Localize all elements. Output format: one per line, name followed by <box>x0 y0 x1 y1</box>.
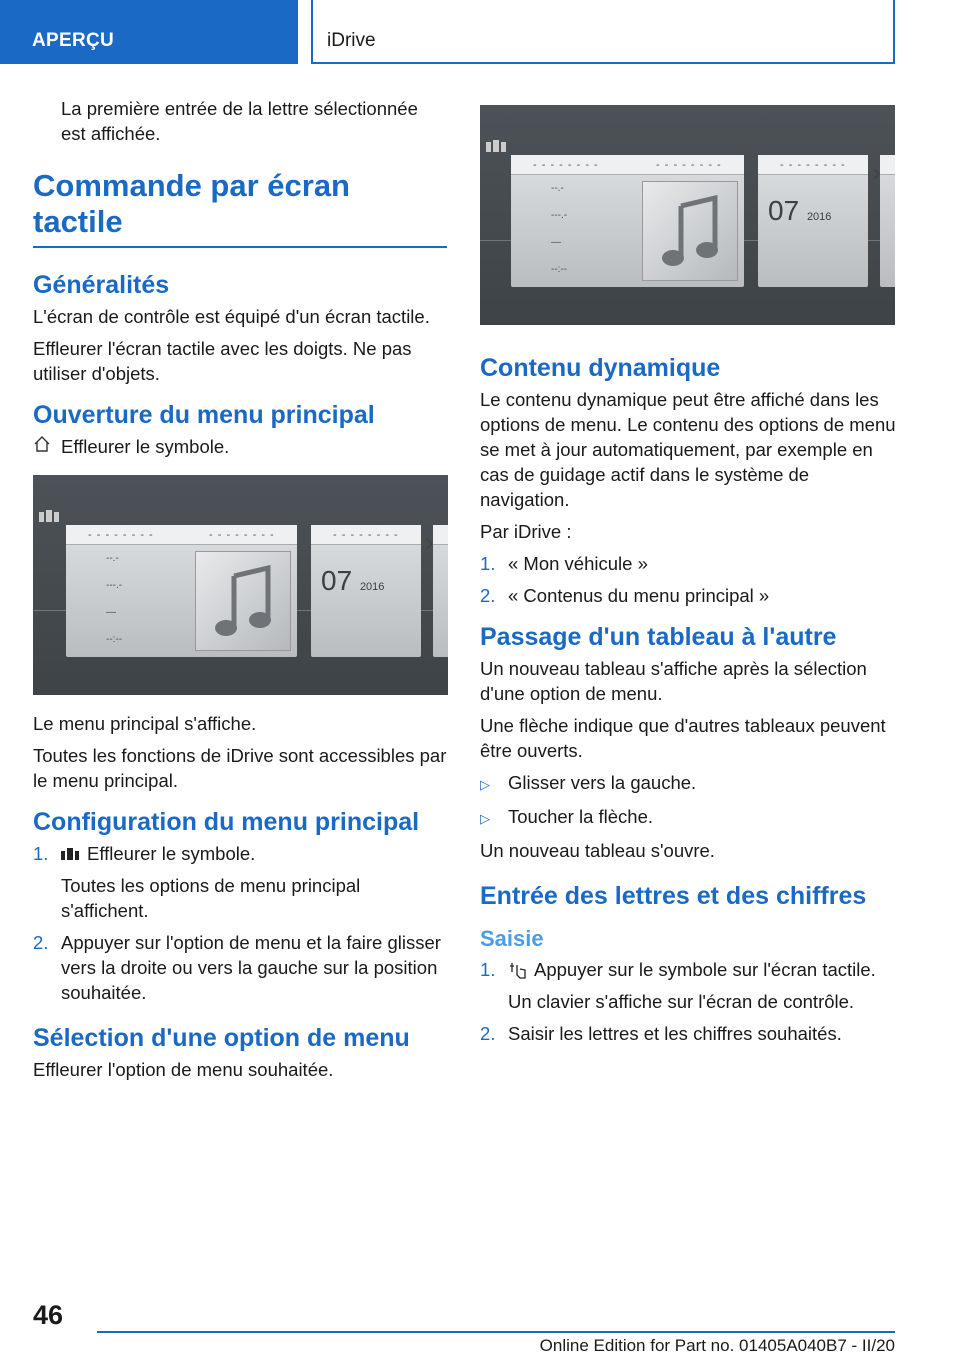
heading-ouverture: Ouverture du menu principal <box>33 401 375 429</box>
chapter-label: iDrive <box>327 30 376 51</box>
saisie-step-1-sub: Un clavier s'affiche sur l'écran de contrôle. <box>508 991 855 1012</box>
dynamic-content-screenshot <box>480 105 895 325</box>
passage-p3: Un nouveau tableau s'ouvre. <box>480 840 715 861</box>
card-calendar: - - - - - - - - 07 2016 <box>311 525 421 657</box>
passage-p1: Un nouveau tableau s'affiche après la sélection d'une option de menu. <box>480 658 867 704</box>
right-column <box>480 105 896 1053</box>
menu-config-icon <box>486 139 508 153</box>
footer-edition: Online Edition for Part no. 01405A040B7 - II/20 <box>539 1336 895 1355</box>
section-tab <box>0 0 298 64</box>
config-step-1: 1. Effleurer le symbole. <box>33 843 256 864</box>
card-media: - - - - - - - - <box>634 155 744 287</box>
home-icon <box>33 434 61 459</box>
heading-selection: Sélection d'une option de menu <box>33 1024 410 1052</box>
chevron-right-icon[interactable]: › <box>872 157 881 187</box>
ouverture-after2: Toutes les fonctions de iDrive sont accessibles par le menu principal. <box>33 745 447 791</box>
menu-config-icon <box>39 509 61 523</box>
selection-p1: Effleurer l'option de menu souhaitée. <box>33 1059 334 1080</box>
card-partial <box>433 525 448 657</box>
chapter-box <box>311 0 895 64</box>
saisie-step-1: 1. Appuyer sur le symbole sur l'écran tactile. <box>480 959 876 980</box>
contenu-item-2: 2. « Contenus du menu principal » <box>480 585 770 606</box>
config-step-2: 2. Appuyer sur l'option de menu et la faire glisser vers la droite ou vers la gauche sur la position souhaitée. <box>33 932 441 1003</box>
heading-configuration: Configuration du menu principal <box>33 808 420 836</box>
main-menu-screenshot <box>33 475 448 695</box>
heading-passage: Passage d'un tableau à l'autre <box>480 623 837 651</box>
contenu-p2: Par iDrive : <box>480 521 572 542</box>
contenu-item-1: 1. « Mon véhicule » <box>480 553 648 574</box>
config-step-1-sub: Toutes les options de menu principal s'affichent. <box>61 875 361 921</box>
card-partial <box>880 155 895 287</box>
heading-entree: Entrée des lettres et des chiffres <box>480 882 867 910</box>
saisie-step-2: 2. Saisir les lettres et les chiffres souhaités. <box>480 1023 842 1044</box>
contenu-p1: Le contenu dynamique peut être affiché dans les options de menu. Le contenu des options de menu se met à jour automatiquement, par exemple en cas de guidage actif dans le système de navigation. <box>480 389 896 510</box>
triangle-bullet-icon: ▷ <box>480 777 490 792</box>
triangle-bullet-icon: ▷ <box>480 811 490 826</box>
heading-saisie: Saisie <box>480 926 544 951</box>
section-label: APERÇU <box>32 30 115 51</box>
intro-text: La première entrée de la lettre sélectionnée est affichée. <box>61 98 418 144</box>
ouverture-after1: Le menu principal s'affiche. <box>33 713 257 734</box>
chevron-right-icon[interactable]: › <box>425 527 434 557</box>
page-number: 46 <box>33 1300 64 1330</box>
ouverture-instruction: Effleurer le symbole. <box>33 434 447 459</box>
generalites-p2: Effleurer l'écran tactile avec les doigts. Ne pas utiliser d'objets. <box>33 338 412 384</box>
passage-bullet-2: ▷ Toucher la flèche. <box>480 804 896 831</box>
left-column <box>33 96 447 1089</box>
passage-p2: Une flèche indique que d'autres tableaux peuvent être ouverts. <box>480 715 886 761</box>
generalites-p1: L'écran de contrôle est équipé d'un écran tactile. <box>33 306 430 327</box>
touch-keyboard-icon <box>508 961 526 979</box>
heading-generalites: Généralités <box>33 271 170 299</box>
footer-rule <box>97 1331 895 1333</box>
heading-contenu: Contenu dynamique <box>480 354 721 382</box>
page-title: Commande par écran tactile <box>33 168 447 248</box>
card-vehicle: - - - - - - - - --.- ---.- — --:-- <box>66 525 206 657</box>
card-vehicle: - - - - - - - - --.- ---.- — --:-- <box>511 155 651 287</box>
card-calendar: - - - - - - - - 07 2016 <box>758 155 868 287</box>
menu-config-icon <box>61 845 79 863</box>
passage-bullet-1: ▷ Glisser vers la gauche. <box>480 770 896 797</box>
card-media: - - - - - - - - <box>187 525 297 657</box>
